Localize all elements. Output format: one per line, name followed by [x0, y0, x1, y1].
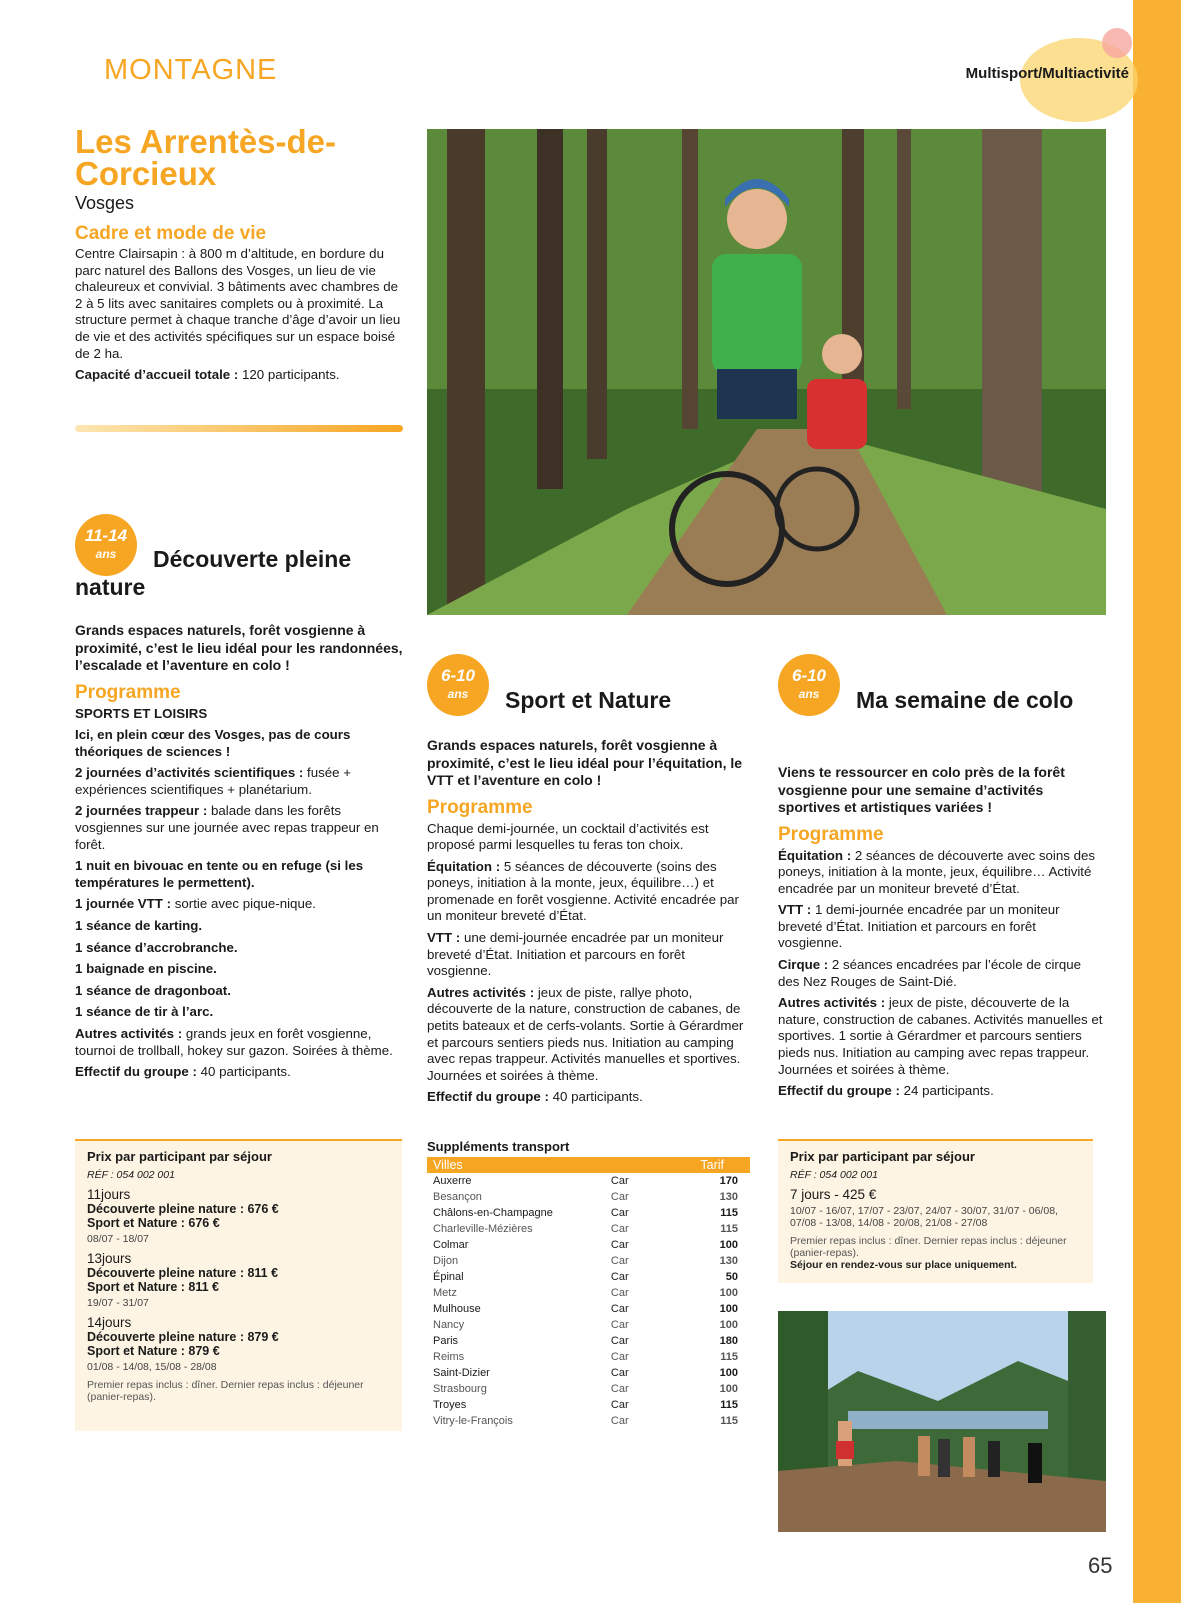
cell-price: 170	[719, 1175, 738, 1187]
stay-decouverte-content: Grands espaces naturels, forêt vosgienne à proximité, c’est le lieu idéal pour les randonnées, l’escalade et l’aventure en colo ! Programme SPORTS ET LOISIRS Ici, en plein cœur des Vosges, pas de cours théoriques de sciences ! 2 journées d’activités scientifiques : fusée + expériences scientifiques + planétarium. 2 journées trappeur : balade dans les forêts vosgiennes sur une journée avec repas trappeur en forêt. 1 nuit en bivouac en tente ou en refuge (si les températures le permettent). 1 journée VTT : sortie avec pique-nique. 1 séance de karting. 1 séance d’accrobranche. 1 baignade en piscine. 1 séance de dragonboat. 1 séance de tir à l’arc. Autres activités : grands jeux en forêt vosgienne, tournoi de trollball, hokey sur gazon. Soirées à thème. Effectif du groupe : 40 participants.	[75, 622, 405, 1086]
cell-city: Saint-Dizier	[433, 1367, 490, 1379]
age-badge-6-10: 6-10 ans	[427, 654, 489, 716]
price-note: Premier repas inclus : dîner. Dernier repas inclus : déjeuner (panier-repas).	[790, 1235, 1067, 1259]
programme-item: Ici, en plein cœur des Vosges, pas de cours théoriques de sciences !	[75, 727, 351, 759]
section-title: MONTAGNE	[104, 54, 278, 86]
table-row	[427, 1317, 750, 1333]
cell-price: 115	[720, 1399, 738, 1411]
programme-heading: Programme	[427, 796, 533, 818]
cell-price: 115	[720, 1415, 738, 1427]
cell-city: Metz	[433, 1287, 457, 1299]
table-row	[427, 1365, 750, 1381]
cell-city: Besançon	[433, 1191, 482, 1203]
price-dates: 10/07 - 16/07, 17/07 - 23/07, 24/07 - 30/07, 31/07 - 06/08, 07/08 - 13/08, 14/08 - 20/08, 21/08 - 27/08	[790, 1205, 1058, 1229]
price-duration: 7 jours - 425 €	[790, 1187, 877, 1202]
table-row	[427, 1349, 750, 1365]
cell-city: Charleville-Mézières	[433, 1223, 533, 1235]
cell-price: 115	[720, 1207, 738, 1219]
programme-item: 1 séance de karting.	[75, 918, 203, 934]
col-price: Tarif	[675, 1157, 750, 1173]
category-label: Multisport/Multiactivité	[965, 65, 1129, 82]
capacity-label: Capacité d’accueil totale :	[75, 367, 239, 383]
programme-subtitle: SPORTS ET LOISIRS	[75, 705, 208, 721]
programme-item: 1 baignade en piscine.	[75, 961, 217, 977]
programme-heading: Programme	[75, 681, 181, 703]
cell-price: 100	[719, 1383, 738, 1395]
transport-table	[427, 1157, 750, 1429]
cell-city: Reims	[433, 1351, 465, 1363]
table-row	[427, 1285, 750, 1301]
cell-mode: Car	[610, 1271, 629, 1283]
cell-mode: Car	[610, 1367, 629, 1379]
cell-city: Châlons-en-Champagne	[433, 1207, 553, 1219]
cell-mode: Car	[610, 1319, 629, 1331]
table-row	[427, 1413, 750, 1429]
programme-item: 1 séance d’accrobranche.	[75, 939, 238, 955]
cell-price: 180	[719, 1335, 738, 1347]
region-label: Vosges	[75, 193, 135, 213]
cell-mode: Car	[610, 1351, 629, 1363]
cell-mode: Car	[610, 1415, 629, 1427]
cadre-text: Centre Clairsapin : à 800 m d’altitude, en bordure du parc naturel des Ballons des Vosges, un lieu de vie chaleureux et convivial. 3 bâtiments avec chambres de 2 à 5 lits avec sanitaires complets ou à proximité. La structure permet à chaque tranche d’âge d’avoir un lieu de vie et des activités spécifiques sur un espace boisé de 2 ha.	[75, 246, 401, 361]
children-lake-view-photo	[778, 1311, 1106, 1532]
page-number: 65	[1088, 1553, 1113, 1578]
cadre-block	[75, 224, 405, 389]
cell-mode: Car	[610, 1207, 629, 1219]
cell-price: 100	[719, 1319, 738, 1331]
price-block: 11jours Découverte pleine nature : 676 € Sport et Nature : 676 € 08/07 - 18/07	[87, 1187, 279, 1245]
programme-item: 1 nuit en bivouac en tente ou en refuge (si les températures le permettent).	[75, 858, 364, 890]
age-badge-11-14: 11-14 ans	[75, 514, 137, 576]
stay-title-semaine: Ma semaine de colo	[856, 687, 1074, 713]
cadre-heading: Cadre et mode de vie	[75, 223, 267, 244]
cell-price: 100	[719, 1303, 738, 1315]
page-title: Les Arrentès-de-Corcieux	[75, 123, 337, 192]
price-note: Premier repas inclus : dîner. Dernier repas inclus : déjeuner (panier-repas).	[87, 1379, 364, 1403]
table-row	[427, 1301, 750, 1317]
cell-price: 130	[719, 1191, 738, 1203]
cell-mode: Car	[610, 1303, 629, 1315]
stay-title-sport-nature: Sport et Nature	[505, 687, 672, 713]
cyclists-forest-photo	[427, 129, 1106, 615]
cell-city: Nancy	[433, 1319, 465, 1331]
cell-price: 100	[719, 1239, 738, 1251]
cell-city: Strasbourg	[433, 1383, 487, 1395]
cell-mode: Car	[610, 1191, 629, 1203]
price-ref: RÉF : 054 002 001	[790, 1169, 878, 1181]
price-title: Prix par participant par séjour	[87, 1149, 272, 1164]
transport-section	[427, 1139, 750, 1429]
price-box-1	[75, 1139, 402, 1431]
cell-city: Vitry-le-François	[433, 1415, 513, 1427]
programme-item: 1 séance de tir à l’arc.	[75, 1004, 214, 1020]
table-row	[427, 1237, 750, 1253]
side-color-band	[1133, 0, 1181, 1603]
cell-mode: Car	[610, 1287, 629, 1299]
table-row	[427, 1221, 750, 1237]
cell-price: 115	[720, 1351, 738, 1363]
price-box-2	[778, 1139, 1093, 1283]
cell-mode: Car	[610, 1399, 629, 1411]
stay-sport-lead: Grands espaces naturels, forêt vosgienne à proximité, c’est le lieu idéal pour l’équitation, le VTT et l’aventure en colo !	[427, 737, 743, 788]
stay-title-decouverte: Découverte pleine nature	[75, 546, 352, 600]
cell-city: Troyes	[433, 1399, 467, 1411]
cell-city: Colmar	[433, 1239, 469, 1251]
programme-item: 1 séance de dragonboat.	[75, 982, 231, 998]
col-city: Villes	[427, 1157, 605, 1173]
cell-price: 50	[725, 1271, 738, 1283]
programme-item: Chaque demi-journée, un cocktail d’activités est proposé parmi lesquelles tu feras ton choix.	[427, 820, 709, 853]
table-row	[427, 1397, 750, 1413]
age-badge-6-10: 6-10 ans	[778, 654, 840, 716]
cell-price: 130	[719, 1255, 738, 1267]
table-row	[427, 1205, 750, 1221]
cell-mode: Car	[610, 1239, 629, 1251]
cell-city: Dijon	[433, 1255, 459, 1267]
cell-price: 100	[719, 1287, 738, 1299]
price-title: Prix par participant par séjour	[790, 1149, 975, 1164]
cell-city: Épinal	[433, 1271, 464, 1283]
price-note-2: Séjour en rendez-vous sur place uniquement.	[790, 1259, 1017, 1271]
cell-price: 115	[720, 1223, 738, 1235]
programme-heading: Programme	[778, 823, 884, 845]
cell-mode: Car	[610, 1175, 629, 1187]
stay-semaine-lead: Viens te ressourcer en colo près de la forêt vosgienne pour une semaine d’activités sportives et artistiques variées !	[778, 764, 1065, 815]
stay-sport-content: Grands espaces naturels, forêt vosgienne à proximité, c’est le lieu idéal pour l’équitation, le VTT et l’aventure en colo ! Programme Chaque demi-journée, un cocktail d’activités est proposé parmi lesquelles tu feras ton choix. Équitation : 5 séances de découverte (soins des poneys, initiation à la monte, jeux, équilibre…) et promenade en forêt vosgienne. Activité encadrée par un moniteur breveté d’État. VTT : une demi-journée encadrée par un moniteur breveté d’État. Initiation et parcours en forêt vosgienne. Autres activités : jeux de piste, rallye photo, découverte de la nature, construction de cabanes, de petits bateaux et de cerfs-volants. Sortie à Gérardmer et parcours sentiers pieds nus. Initiation au camping avec repas trappeur. Activités manuelles et sportives. Journées et soirées à thème. Effectif du groupe : 40 participants.	[427, 737, 752, 1111]
capacity-value: 120 participants.	[242, 367, 340, 383]
price-block: 14jours Découverte pleine nature : 879 € Sport et Nature : 879 € 01/08 - 14/08, 15/08 - 28/08	[87, 1315, 279, 1373]
cell-city: Paris	[433, 1335, 459, 1347]
cell-mode: Car	[610, 1255, 629, 1267]
table-row	[427, 1189, 750, 1205]
cell-price: 100	[719, 1367, 738, 1379]
table-row	[427, 1381, 750, 1397]
decorative-bar	[75, 425, 403, 432]
price-block: 13jours Découverte pleine nature : 811 € Sport et Nature : 811 € 19/07 - 31/07	[87, 1251, 279, 1309]
transport-title: Suppléments transport	[427, 1139, 570, 1154]
table-row	[427, 1253, 750, 1269]
table-row	[427, 1333, 750, 1349]
cell-mode: Car	[610, 1335, 629, 1347]
stay-semaine-content: Viens te ressourcer en colo près de la forêt vosgienne pour une semaine d’activités sportives et artistiques variées ! Programme Équitation : 2 séances de découverte avec soins des poneys, initiation à la monte, jeux, équilibre… Activité encadrée par un moniteur breveté d’État. VTT : 1 demi-journée encadrée par un moniteur breveté d’État. Initiation et parcours en forêt vosgienne. Cirque : 2 séances encadrées par l’école de cirque des Nez Rouges de Saint-Dié. Autres activités : jeux de piste, découverte de la nature, construction de cabanes. Activités manuelles et sportives. 1 sortie à Gérardmer et parcours sentiers pieds nus. Initiation au camping avec repas trappeur. Journées et soirées à thème. Effectif du groupe : 24 participants.	[778, 764, 1103, 1099]
stay-decouverte-lead: Grands espaces naturels, forêt vosgienne à proximité, c’est le lieu idéal pour les randonnées, l’escalade et l’aventure en colo !	[75, 622, 403, 673]
cell-mode: Car	[610, 1383, 629, 1395]
table-row	[427, 1269, 750, 1285]
table-row	[427, 1173, 750, 1189]
price-ref: RÉF : 054 002 001	[87, 1169, 175, 1181]
cell-city: Mulhouse	[433, 1303, 481, 1315]
cell-city: Auxerre	[433, 1175, 472, 1187]
cell-mode: Car	[610, 1223, 629, 1235]
